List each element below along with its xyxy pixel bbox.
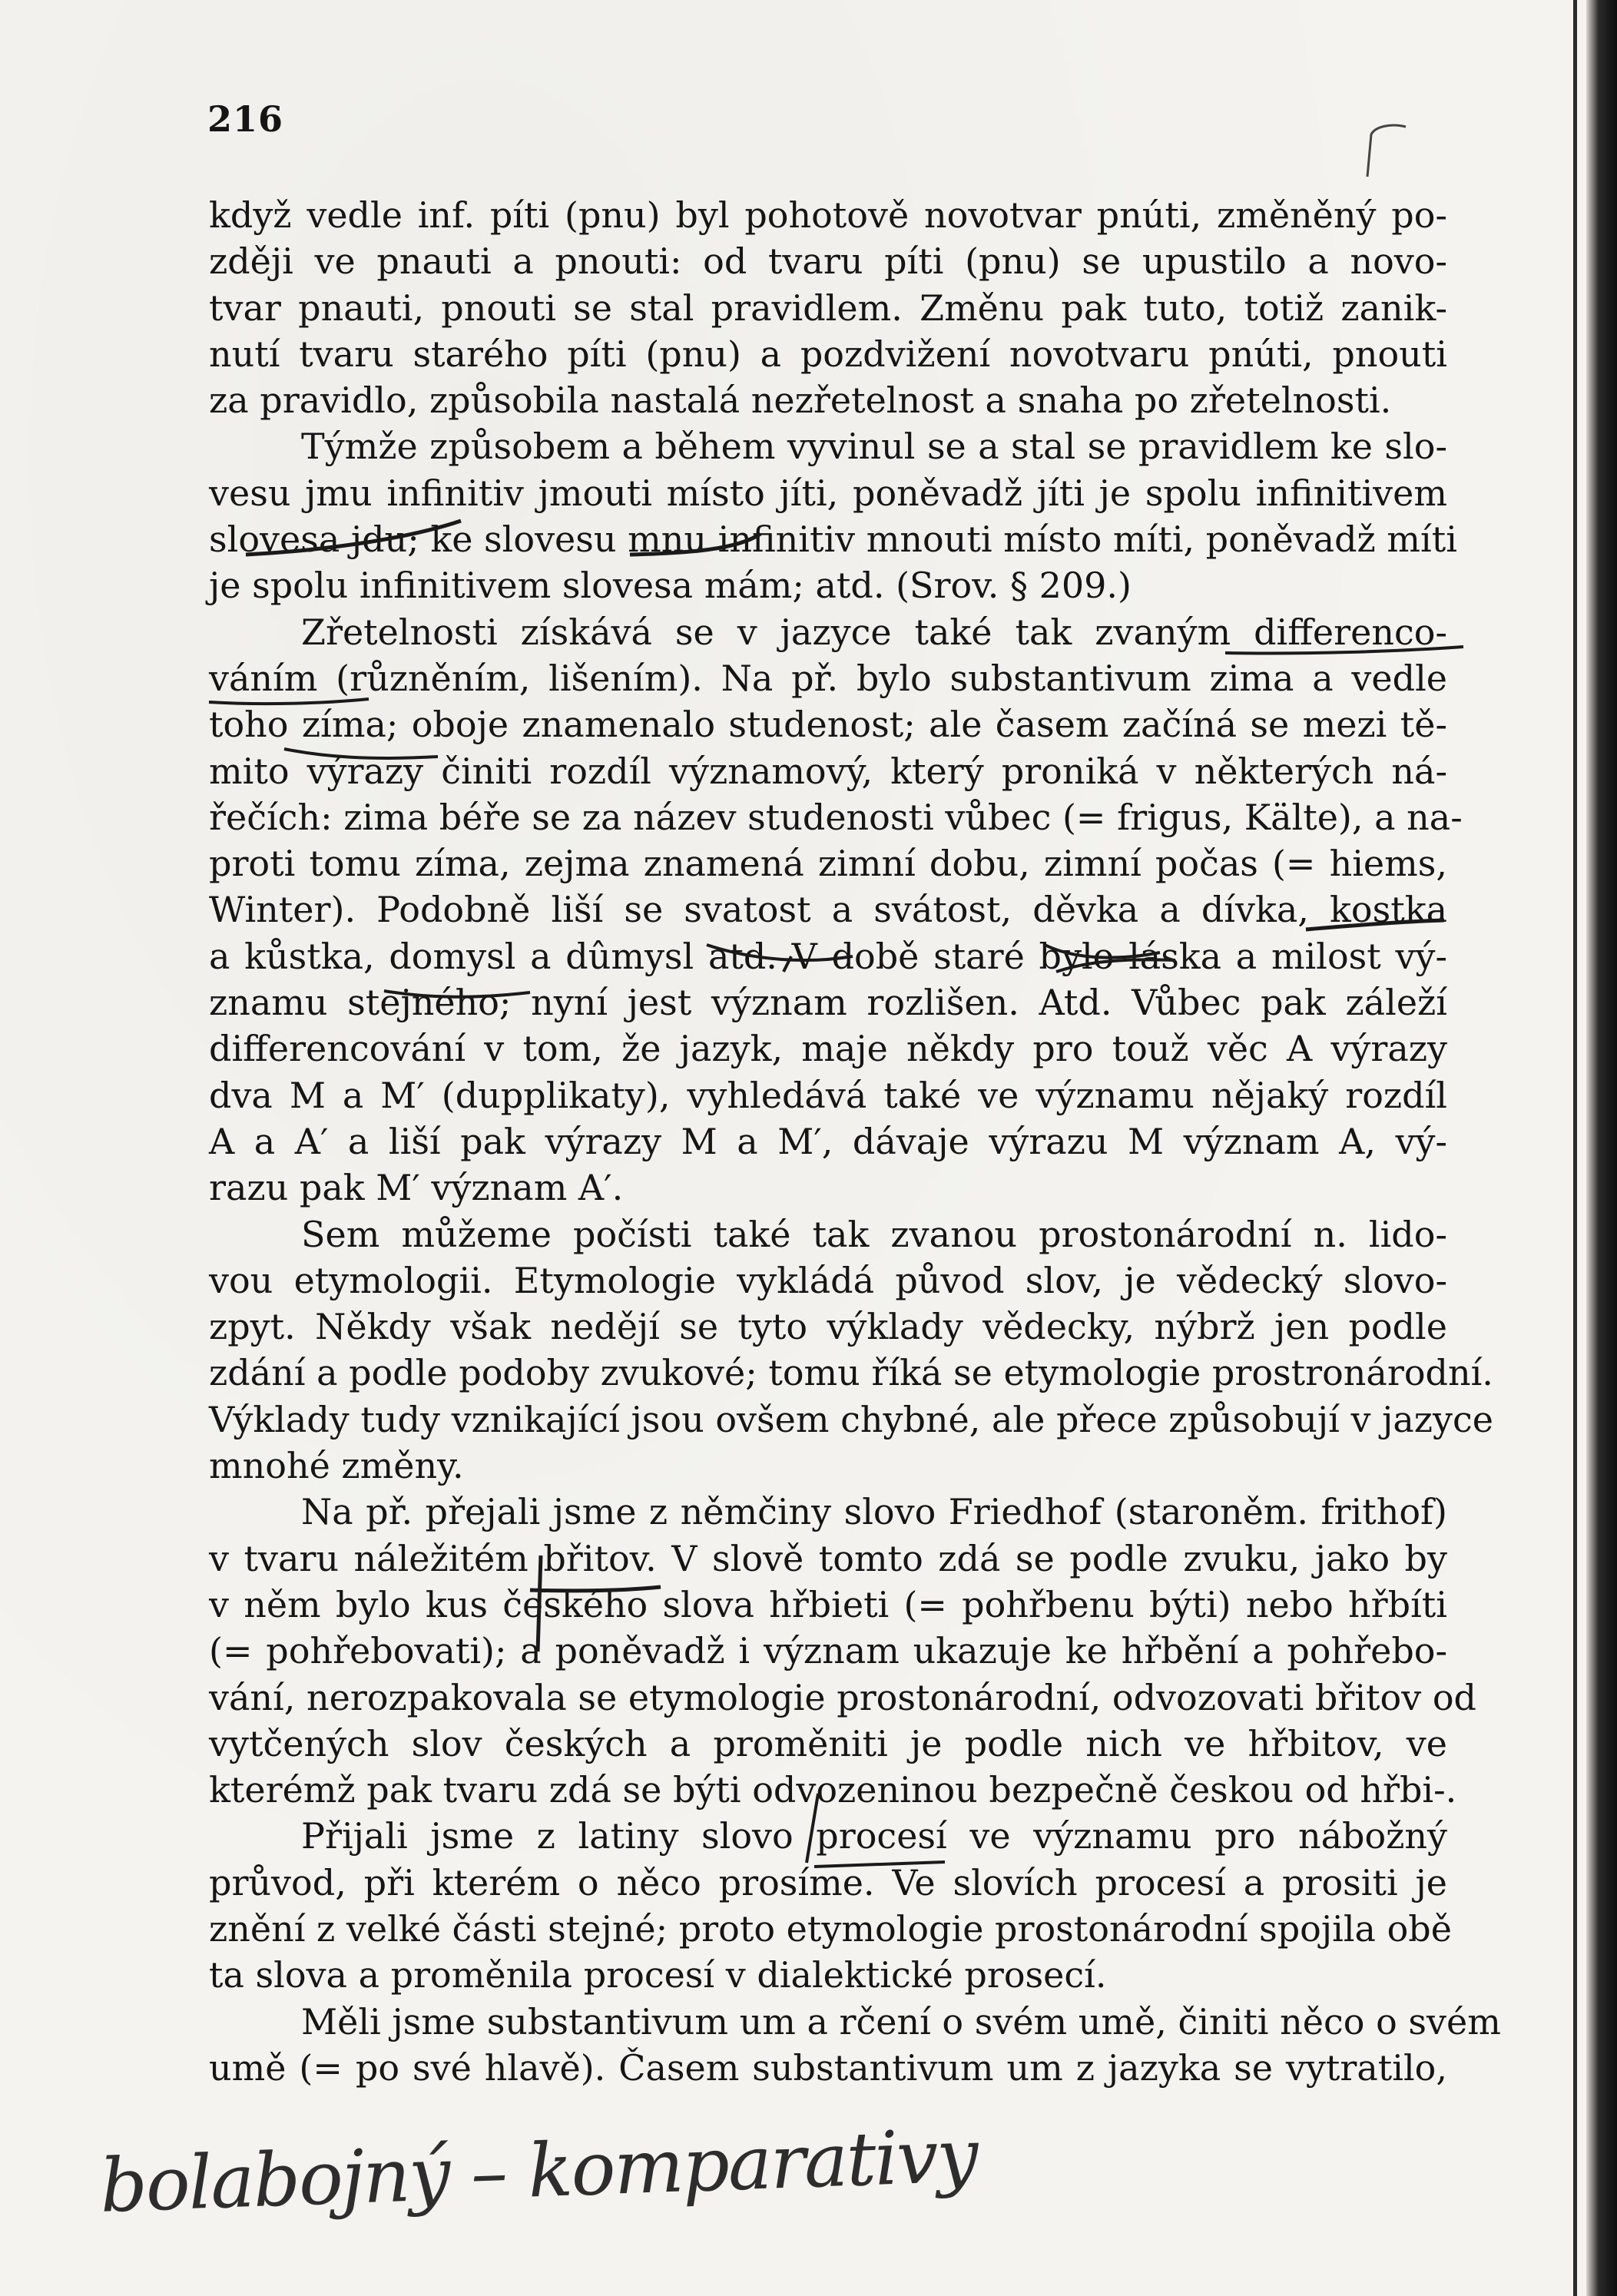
- text-line: dva M a M′ (dupplikaty), vyhledává také ve významu nějaký rozdíl: [209, 1074, 1447, 1116]
- text-line: [209, 377, 1447, 423]
- handwritten-note: bolabojný – komparativy: [98, 2112, 979, 2229]
- text-line: zdání a podle podoby zvukové; tomu říká se etymologie prostronárodní.: [209, 1352, 1493, 1394]
- text-line: řečích: zima béře se za název studenosti vůbec (= frigus, Kälte), a na-: [209, 796, 1463, 838]
- page-edge-line: [1573, 0, 1577, 2296]
- text-line: Přijali jsme z latiny slovo procesí ve významu pro nábožný: [301, 1815, 1447, 1857]
- text-line: vytčených slov českých a proměniti je podle nich ve hřbitov, ve: [209, 1722, 1447, 1764]
- text-line: vou etymologii. Etymologie vykládá původ slov, je vědecký slovo-: [209, 1259, 1447, 1301]
- text-line-content: razu pak M′ význam A′.: [209, 1167, 624, 1209]
- text-line: proti tomu zíma, zejma znamená zimní dobu, zimní počas (= hiems,: [209, 843, 1447, 885]
- text-line: [209, 1443, 1447, 1489]
- text-line-content: je spolu infinitivem slovesa mám; atd. (Srov. § 209.): [209, 565, 1132, 607]
- text-line: tvar pnauti, pnouti se stal pravidlem. Změnu pak tuto, totiž zanik-: [209, 287, 1447, 329]
- text-line: slovesa jdu; ke slovesu mnu infinitiv mnouti místo míti, poněvadž míti: [209, 519, 1457, 561]
- text-line: Zřetelnosti získává se v jazyce také tak zvaným differenco-: [301, 611, 1447, 653]
- text-line: zpyt. Někdy však nedějí se tyto výklady vědecky, nýbrž jen podle: [209, 1306, 1447, 1348]
- text-line: zději ve pnauti a pnouti: od tvaru píti (pnu) se upustilo a novo-: [209, 240, 1447, 283]
- text-line: Měli jsme substantivum um a rčení o svém umě, činiti něco o svém: [301, 2000, 1501, 2043]
- text-line: v tvaru náležitém břitov. V slově tomto zdá se podle zvuku, jako by: [209, 1537, 1447, 1579]
- text-line-content: ta slova a proměnila procesí v dialektické prosecí.: [209, 1954, 1107, 1996]
- text-line: znění z velké části stejné; proto etymologie prostonárodní spojila obě: [209, 1907, 1452, 1950]
- text-line-content: kterémž pak tvaru zdá se býti odvozeninou bezpečně českou od hřbi-.: [209, 1769, 1457, 1811]
- text-line: [209, 1767, 1457, 1813]
- text-line: [209, 1165, 1447, 1211]
- text-line: vesu jmu infinitiv jmouti místo jíti, poněvadž jíti je spolu infinitivem: [209, 472, 1447, 514]
- text-line: Winter). Podobně liší se svatost a svátost, děvka a dívka, kostka: [209, 889, 1447, 931]
- text-line: (= pohřebovati); a poněvadž i význam ukazuje ke hřbění a pohřebo-: [209, 1630, 1447, 1672]
- text-line: Týmže způsobem a během vyvinul se a stal se pravidlem ke slo-: [301, 426, 1447, 468]
- body-text: [209, 192, 1501, 2091]
- pen-stroke: [1367, 125, 1406, 177]
- text-line: váním (různěním, lišením). Na př. bylo substantivum zima a vedle: [209, 657, 1447, 699]
- text-line: Sem můžeme počísti také tak zvanou prostonárodní n. lido-: [301, 1213, 1447, 1255]
- text-line-content: mnohé změny.: [209, 1445, 464, 1487]
- page-number: 216: [207, 98, 284, 140]
- text-line: [209, 562, 1447, 608]
- text-line: nutí tvaru starého píti (pnu) a pozdvižení novotvaru pnúti, pnouti: [209, 333, 1447, 375]
- text-line: [209, 1952, 1447, 1998]
- text-line: Výklady tudy vznikající jsou ovšem chybné, ale přece způsobují v jazyce: [209, 1398, 1494, 1440]
- text-line: mito výrazy činiti rozdíl významový, který proniká v některých ná-: [209, 750, 1447, 792]
- text-line: průvod, při kterém o něco prosíme. Ve slovích procesí a prositi je: [209, 1861, 1447, 1903]
- text-line: když vedle inf. píti (pnu) byl pohotově novotvar pnúti, změněný po-: [209, 194, 1447, 236]
- text-line: znamu stejného; nyní jest význam rozlišen. Atd. Vůbec pak záleží: [209, 982, 1447, 1024]
- page-edge-shadow: [1586, 0, 1617, 2296]
- text-line: vání, nerozpakovala se etymologie prostonárodní, odvozovati břitov od: [209, 1676, 1476, 1718]
- text-line: A a A′ a liší pak výrazy M a M′, dávaje výrazu M význam A, vý-: [209, 1120, 1447, 1162]
- text-line: Na př. přejali jsme z němčiny slovo Friedhof (staroněm. frithof): [301, 1491, 1447, 1533]
- text-line: differencování v tom, že jazyk, maje někdy pro touž věc A výrazy: [209, 1028, 1447, 1070]
- text-line: v něm bylo kus českého slova hřbieti (= pohřbenu býti) nebo hřbíti: [209, 1583, 1447, 1625]
- text-line: toho zíma; oboje znamenalo studenost; ale časem začíná se mezi tě-: [209, 704, 1447, 746]
- text-line-content: za pravidlo, způsobila nastalá nezřetelnost a snaha po zřetelnosti.: [209, 379, 1392, 422]
- text-line: umě (= po své hlavě). Časem substantivum um z jazyka se vytratilo,: [209, 2046, 1447, 2089]
- text-line: a kůstka, domysl a dûmysl atd. V době staré bylo láska a milost vý-: [209, 935, 1447, 977]
